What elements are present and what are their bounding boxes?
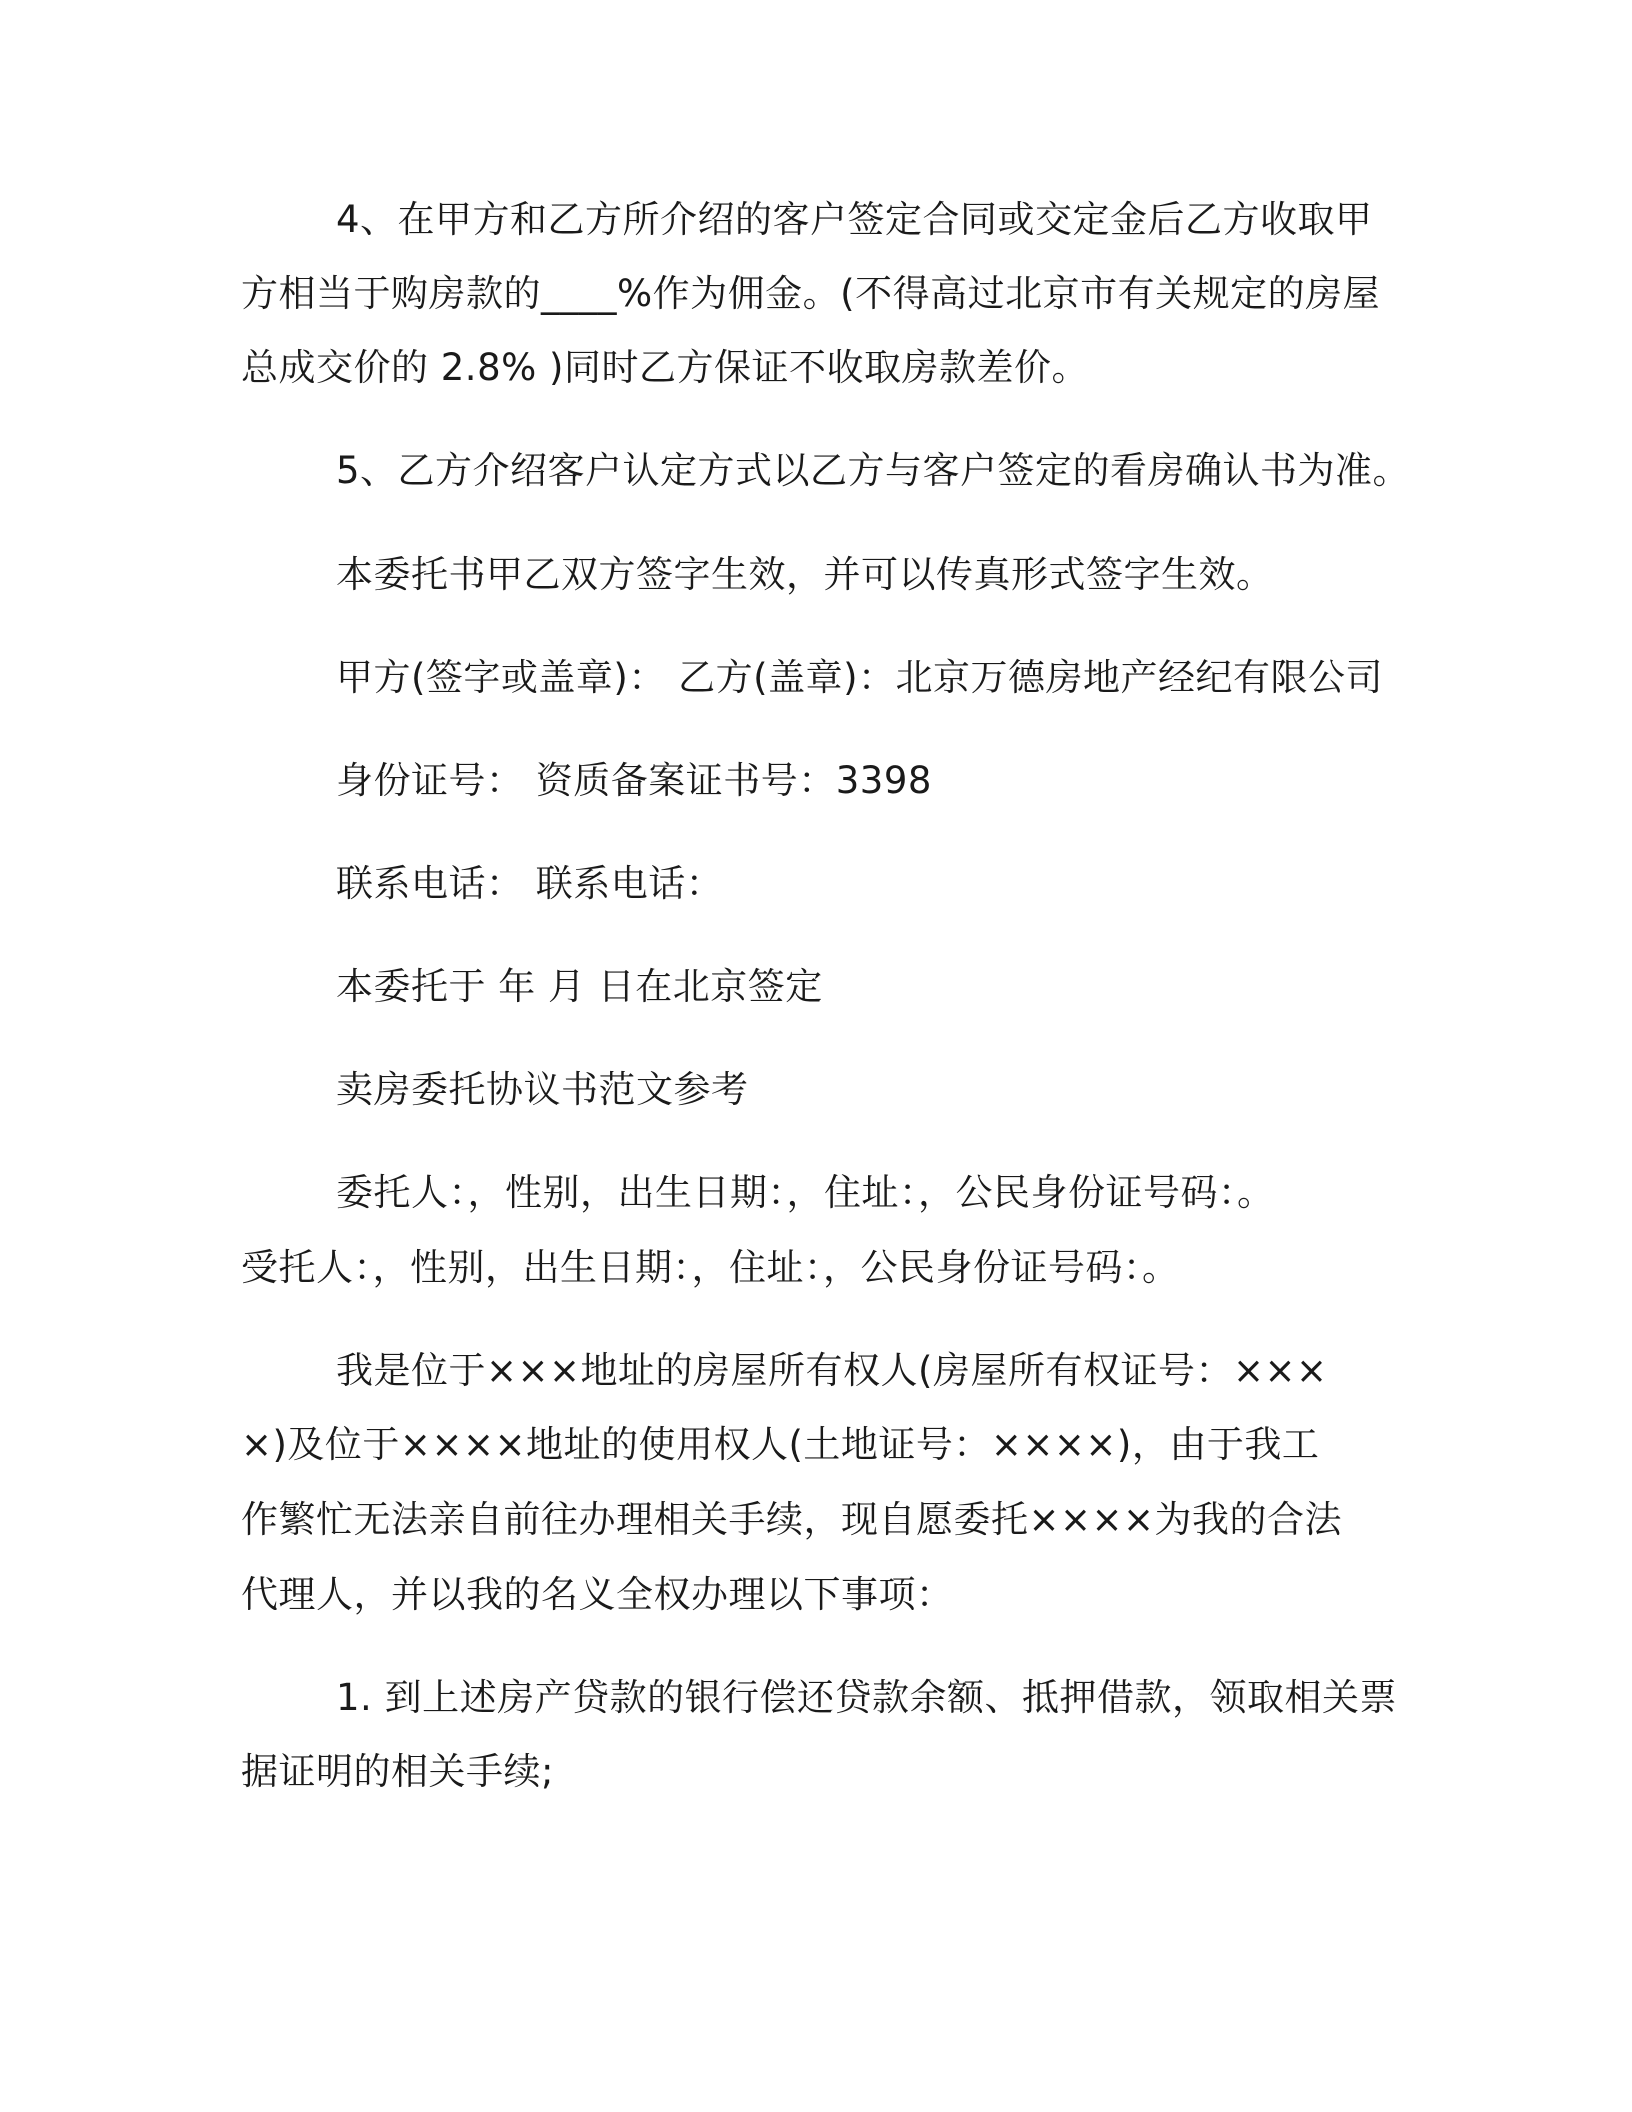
statement-line-2: ×)及位于××××地址的使用权人(土地证号：××××)，由于我工: [241, 1423, 1320, 1466]
clause-5: 5、乙方介绍客户认定方式以乙方与客户签定的看房确认书为准。: [336, 449, 1411, 492]
statement-line-4: 代理人，并以我的名义全权办理以下事项：: [241, 1573, 954, 1616]
section-title: 卖房委托协议书范文参考: [336, 1068, 749, 1111]
item-1-line-1: 1. 到上述房产贷款的银行偿还贷款余额、抵押借款，领取相关票: [336, 1676, 1398, 1719]
clause-4-line-2: 方相当于购房款的____%作为佣金。(不得高过北京市有关规定的房屋: [241, 272, 1381, 315]
agent-info: 受托人：，性别，出生日期：，住址：，公民身份证号码：。: [241, 1246, 1180, 1289]
id-numbers: 身份证号： 资质备案证书号：3398: [336, 759, 932, 802]
clause-4-line-3: 总成交价的 2.8% )同时乙方保证不收取房款差价。: [241, 346, 1089, 389]
phone-numbers: 联系电话： 联系电话：: [336, 862, 724, 905]
statement-line-3: 作繁忙无法亲自前往办理相关手续，现自愿委托××××为我的合法: [241, 1498, 1343, 1541]
clause-4-line-1: 4、在甲方和乙方所介绍的客户签定合同或交定金后乙方收取甲: [336, 198, 1373, 241]
party-signatures: 甲方(签字或盖章)： 乙方(盖章)：北京万德房地产经纪有限公司: [336, 656, 1383, 699]
item-1-line-2: 据证明的相关手续;: [241, 1750, 554, 1793]
effective-statement: 本委托书甲乙双方签字生效，并可以传真形式签字生效。: [336, 553, 1274, 596]
principal-info: 委托人：，性别，出生日期：，住址：，公民身份证号码：。: [336, 1171, 1275, 1214]
signing-date: 本委托于 年 月 日在北京签定: [336, 965, 823, 1008]
statement-line-1: 我是位于×××地址的房屋所有权人(房屋所有权证号：×××: [336, 1349, 1328, 1392]
